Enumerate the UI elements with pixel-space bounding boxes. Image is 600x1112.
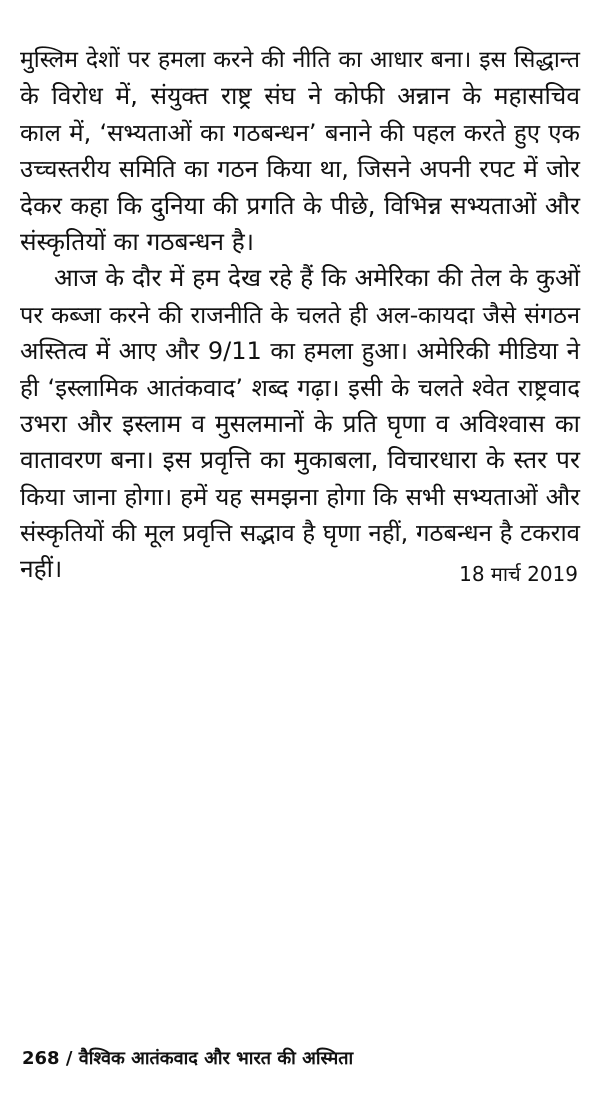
paragraph-1 bbox=[20, 42, 580, 260]
text-line: मुस्लिम देशों पर हमला करने की नीति का आधार बना। इस सिद्धान्त bbox=[20, 47, 580, 73]
date-line: 18 मार्च 2019 bbox=[459, 562, 578, 586]
text-line: देकर कहा कि दुनिया की प्रगति के पीछे, विभिन्न सभ्यताओं और bbox=[20, 190, 580, 220]
text-line: पर कब्जा करने की राजनीति के चलते ही अल-कायदा जैसे संगठन bbox=[20, 300, 580, 329]
text-line: आज के दौर में हम देख रहे हैं कि अमेरिका की तेल के कुओं bbox=[54, 263, 580, 293]
text-line: वातावरण बना। इस प्रवृत्ति का मुकाबला, विचारधारा के स्तर पर bbox=[20, 445, 580, 475]
text-line: के विरोध में, संयुक्त राष्ट्र संघ ने कोफी अन्नान के महासचिव bbox=[20, 81, 580, 111]
body-text bbox=[20, 42, 580, 588]
footer-separator: / bbox=[59, 1048, 79, 1069]
text-line: काल में, ‘सभ्यताओं का गठबन्धन’ बनाने की पहल करते हुए एक bbox=[20, 118, 580, 147]
text-line: नहीं। bbox=[20, 554, 63, 584]
page-footer bbox=[22, 1046, 353, 1072]
text-line: संस्कृतियों का गठबन्धन है। bbox=[20, 226, 255, 256]
book-title: वैश्विक आतंकवाद और भारत की अस्मिता bbox=[78, 1048, 354, 1069]
text-line: संस्कृतियों की मूल प्रवृत्ति सद्भाव है घृणा नहीं, गठबन्धन है टकराव bbox=[20, 519, 580, 548]
page-number: 268 bbox=[22, 1048, 60, 1069]
text-line: उच्चस्तरीय समिति का गठन किया था, जिसने अपनी रपट में जोर bbox=[20, 155, 580, 184]
text-line: उभरा और इस्लाम व मुसलमानों के प्रति घृणा व अविश्वास का bbox=[20, 408, 580, 438]
paragraph-2 bbox=[20, 260, 580, 588]
text-line: किया जाना होगा। हमें यह समझना होगा कि सभी सभ्यताओं और bbox=[20, 482, 580, 511]
text-line: ही ‘इस्लामिक आतंकवाद’ शब्द गढ़ा। इसी के चलते श्वेत राष्ट्रवाद bbox=[20, 373, 580, 402]
text-line: अस्तित्व में आए और 9/11 का हमला हुआ। अमेरिकी मीडिया ने bbox=[20, 337, 580, 366]
